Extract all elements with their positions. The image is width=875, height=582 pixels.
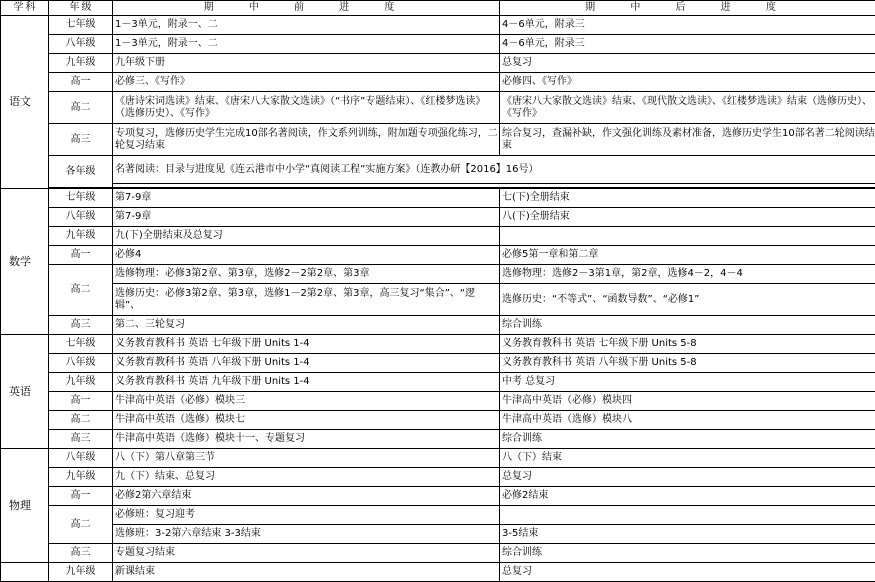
header-before-midterm: 期 中 前 进 度 <box>113 1 500 16</box>
table-row <box>1 246 875 265</box>
after-cell: 选修物理：选修2－3第1章，第2章，选修4－2，4－4 <box>500 265 875 284</box>
grade-cell: 高二 <box>49 92 113 124</box>
after-cell: 综合训练 <box>500 430 875 449</box>
table-row <box>1 265 875 284</box>
grade-cell: 高三 <box>49 430 113 449</box>
grade-cell: 高一 <box>49 392 113 411</box>
table-row <box>1 468 875 487</box>
grade-cell: 七年级 <box>49 16 113 35</box>
grade-cell: 九年级 <box>49 54 113 73</box>
grade-cell: 九年级 <box>49 373 113 392</box>
after-cell: 牛津高中英语（选修）模块八 <box>500 411 875 430</box>
before-cell: 专项复习，选修历史学生完成10部名著阅读，作文系列训练，附加题专项强化练习，二轮复习结束 <box>113 124 500 156</box>
after-cell: 必修5第一章和第二章 <box>500 246 875 265</box>
table-row <box>1 487 875 506</box>
grade-cell: 八年级 <box>49 449 113 468</box>
before-cell: 新课结束 <box>113 563 500 582</box>
after-cell <box>500 506 875 525</box>
grade-cell: 九年级 <box>49 468 113 487</box>
before-cell: 1－3单元，附录一、二 <box>113 35 500 54</box>
reading-note-cell: 名著阅读：目录与进度见《连云港市中小学“真阅读工程”实施方案》（连教办研【2016】16号） <box>113 156 875 184</box>
grade-cell: 高二 <box>49 506 113 544</box>
before-cell: 第7-9章 <box>113 189 500 208</box>
after-cell: 必修2结束 <box>500 487 875 506</box>
before-cell: 牛津高中英语（选修）模块十一、专题复习 <box>113 430 500 449</box>
table-row <box>1 73 875 92</box>
after-cell: 中考 总复习 <box>500 373 875 392</box>
before-cell: 义务教育教科书 英语 八年级下册 Units 1-4 <box>113 354 500 373</box>
subject-cell-chinese: 语文 <box>1 16 49 189</box>
table-row <box>1 392 875 411</box>
grade-cell: 高二 <box>49 265 113 316</box>
after-cell: 4－6单元，附录三 <box>500 16 875 35</box>
table-row <box>1 227 875 246</box>
grade-cell: 高一 <box>49 246 113 265</box>
before-cell: 九（下）结束、总复习 <box>113 468 500 487</box>
table-row <box>1 563 875 582</box>
table-row <box>1 449 875 468</box>
before-cell: 选修物理：必修3第2章、第3章，选修2－2第2章、第3章 <box>113 265 500 284</box>
table-row <box>1 54 875 73</box>
before-cell: 九年级下册 <box>113 54 500 73</box>
grade-cell: 各年级 <box>49 156 113 188</box>
grade-cell: 八年级 <box>49 208 113 227</box>
after-cell: 综合复习，查漏补缺，作文强化训练及素材准备，选修历史学生10部名著二轮阅读结束 <box>500 124 875 156</box>
after-cell: 4－6单元，附录三 <box>500 35 875 54</box>
after-cell: 总复习 <box>500 468 875 487</box>
before-cell: 第7-9章 <box>113 208 500 227</box>
grade-cell: 高一 <box>49 73 113 92</box>
before-cell: 《唐诗宋词选读》结束、《唐宋八大家散文选读》（“书序”专题结束）、《红楼梦选读》（选修历史）、《写作》 <box>113 92 500 124</box>
grade-cell: 高一 <box>49 487 113 506</box>
table-row <box>1 92 875 124</box>
before-cell: 第二、三轮复习 <box>113 316 500 335</box>
before-cell: 必修班：复习迎考 <box>113 506 500 525</box>
header-after-midterm: 期 中 后 进 度 <box>500 1 875 16</box>
table-row <box>1 156 875 184</box>
table-row <box>1 430 875 449</box>
grade-cell: 七年级 <box>49 189 113 208</box>
grade-cell: 高三 <box>49 316 113 335</box>
subject-cell-next <box>1 563 49 582</box>
grade-cell: 八年级 <box>49 354 113 373</box>
grade-cell: 九年级 <box>49 227 113 246</box>
after-cell: 八（下）结束 <box>500 449 875 468</box>
before-cell: 1－3单元，附录一、二 <box>113 16 500 35</box>
grade-cell: 高二 <box>49 411 113 430</box>
before-cell: 牛津高中英语（选修）模块七 <box>113 411 500 430</box>
table-row <box>1 35 875 54</box>
table-row <box>1 189 875 208</box>
grade-cell: 八年级 <box>49 35 113 54</box>
header-subject: 学科 <box>1 1 49 16</box>
grade-cell: 七年级 <box>49 335 113 354</box>
after-cell: 综合训练 <box>500 316 875 335</box>
before-cell: 必修三、《写作》 <box>113 73 500 92</box>
table-row <box>1 124 875 156</box>
before-cell: 必修2第六章结束 <box>113 487 500 506</box>
table-row <box>1 335 875 354</box>
grade-cell: 高三 <box>49 124 113 156</box>
table-row <box>1 525 875 544</box>
before-cell: 九(下)全册结束及总复习 <box>113 227 500 246</box>
table-row <box>1 373 875 392</box>
after-cell: 八(下)全册结束 <box>500 208 875 227</box>
before-cell: 义务教育教科书 英语 七年级下册 Units 1-4 <box>113 335 500 354</box>
after-cell: 必修四、《写作》 <box>500 73 875 92</box>
before-cell: 专题复习结束 <box>113 544 500 563</box>
before-cell: 必修4 <box>113 246 500 265</box>
table-row <box>1 16 875 35</box>
after-cell: 七(下)全册结束 <box>500 189 875 208</box>
table-row <box>1 411 875 430</box>
after-cell: 总复习 <box>500 54 875 73</box>
before-cell: 八（下）第八章第三节 <box>113 449 500 468</box>
after-cell: 总复习 <box>500 563 875 582</box>
table-row <box>1 354 875 373</box>
grade-cell: 九年级 <box>49 563 113 582</box>
subject-cell-english: 英语 <box>1 335 49 449</box>
before-cell: 选修班：3-2第六章结束 3-3结束 <box>113 525 500 544</box>
header-grade: 年级 <box>49 1 113 16</box>
table-row <box>1 316 875 335</box>
after-cell: 选修历史：“不等式”、“函数导数”、“必修1” <box>500 284 875 316</box>
after-cell: 义务教育教科书 英语 七年级下册 Units 5-8 <box>500 335 875 354</box>
table-row <box>1 506 875 525</box>
after-cell: 牛津高中英语（必修）模块四 <box>500 392 875 411</box>
before-cell: 义务教育教科书 英语 九年级下册 Units 1-4 <box>113 373 500 392</box>
subject-cell-math: 数学 <box>1 189 49 335</box>
grade-cell: 高三 <box>49 544 113 563</box>
after-cell: 义务教育教科书 英语 八年级下册 Units 5-8 <box>500 354 875 373</box>
after-cell: 综合训练 <box>500 544 875 563</box>
before-cell: 牛津高中英语（必修）模块三 <box>113 392 500 411</box>
subject-cell-physics: 物理 <box>1 449 49 563</box>
after-cell: 3-5结束 <box>500 525 875 544</box>
table-row <box>1 208 875 227</box>
table-row <box>1 544 875 563</box>
table-row <box>1 284 875 316</box>
after-cell <box>500 227 875 246</box>
before-cell: 选修历史：必修3第2章、第3章，选修1－2第2章、第3章，高三复习“集合”、“逻辑”、 <box>113 284 500 316</box>
header-row <box>1 1 875 16</box>
after-cell: 《唐宋八大家散文选读》结束、《现代散文选读》、《红楼梦选读》结束（选修历史）、《写作》 <box>500 92 875 124</box>
